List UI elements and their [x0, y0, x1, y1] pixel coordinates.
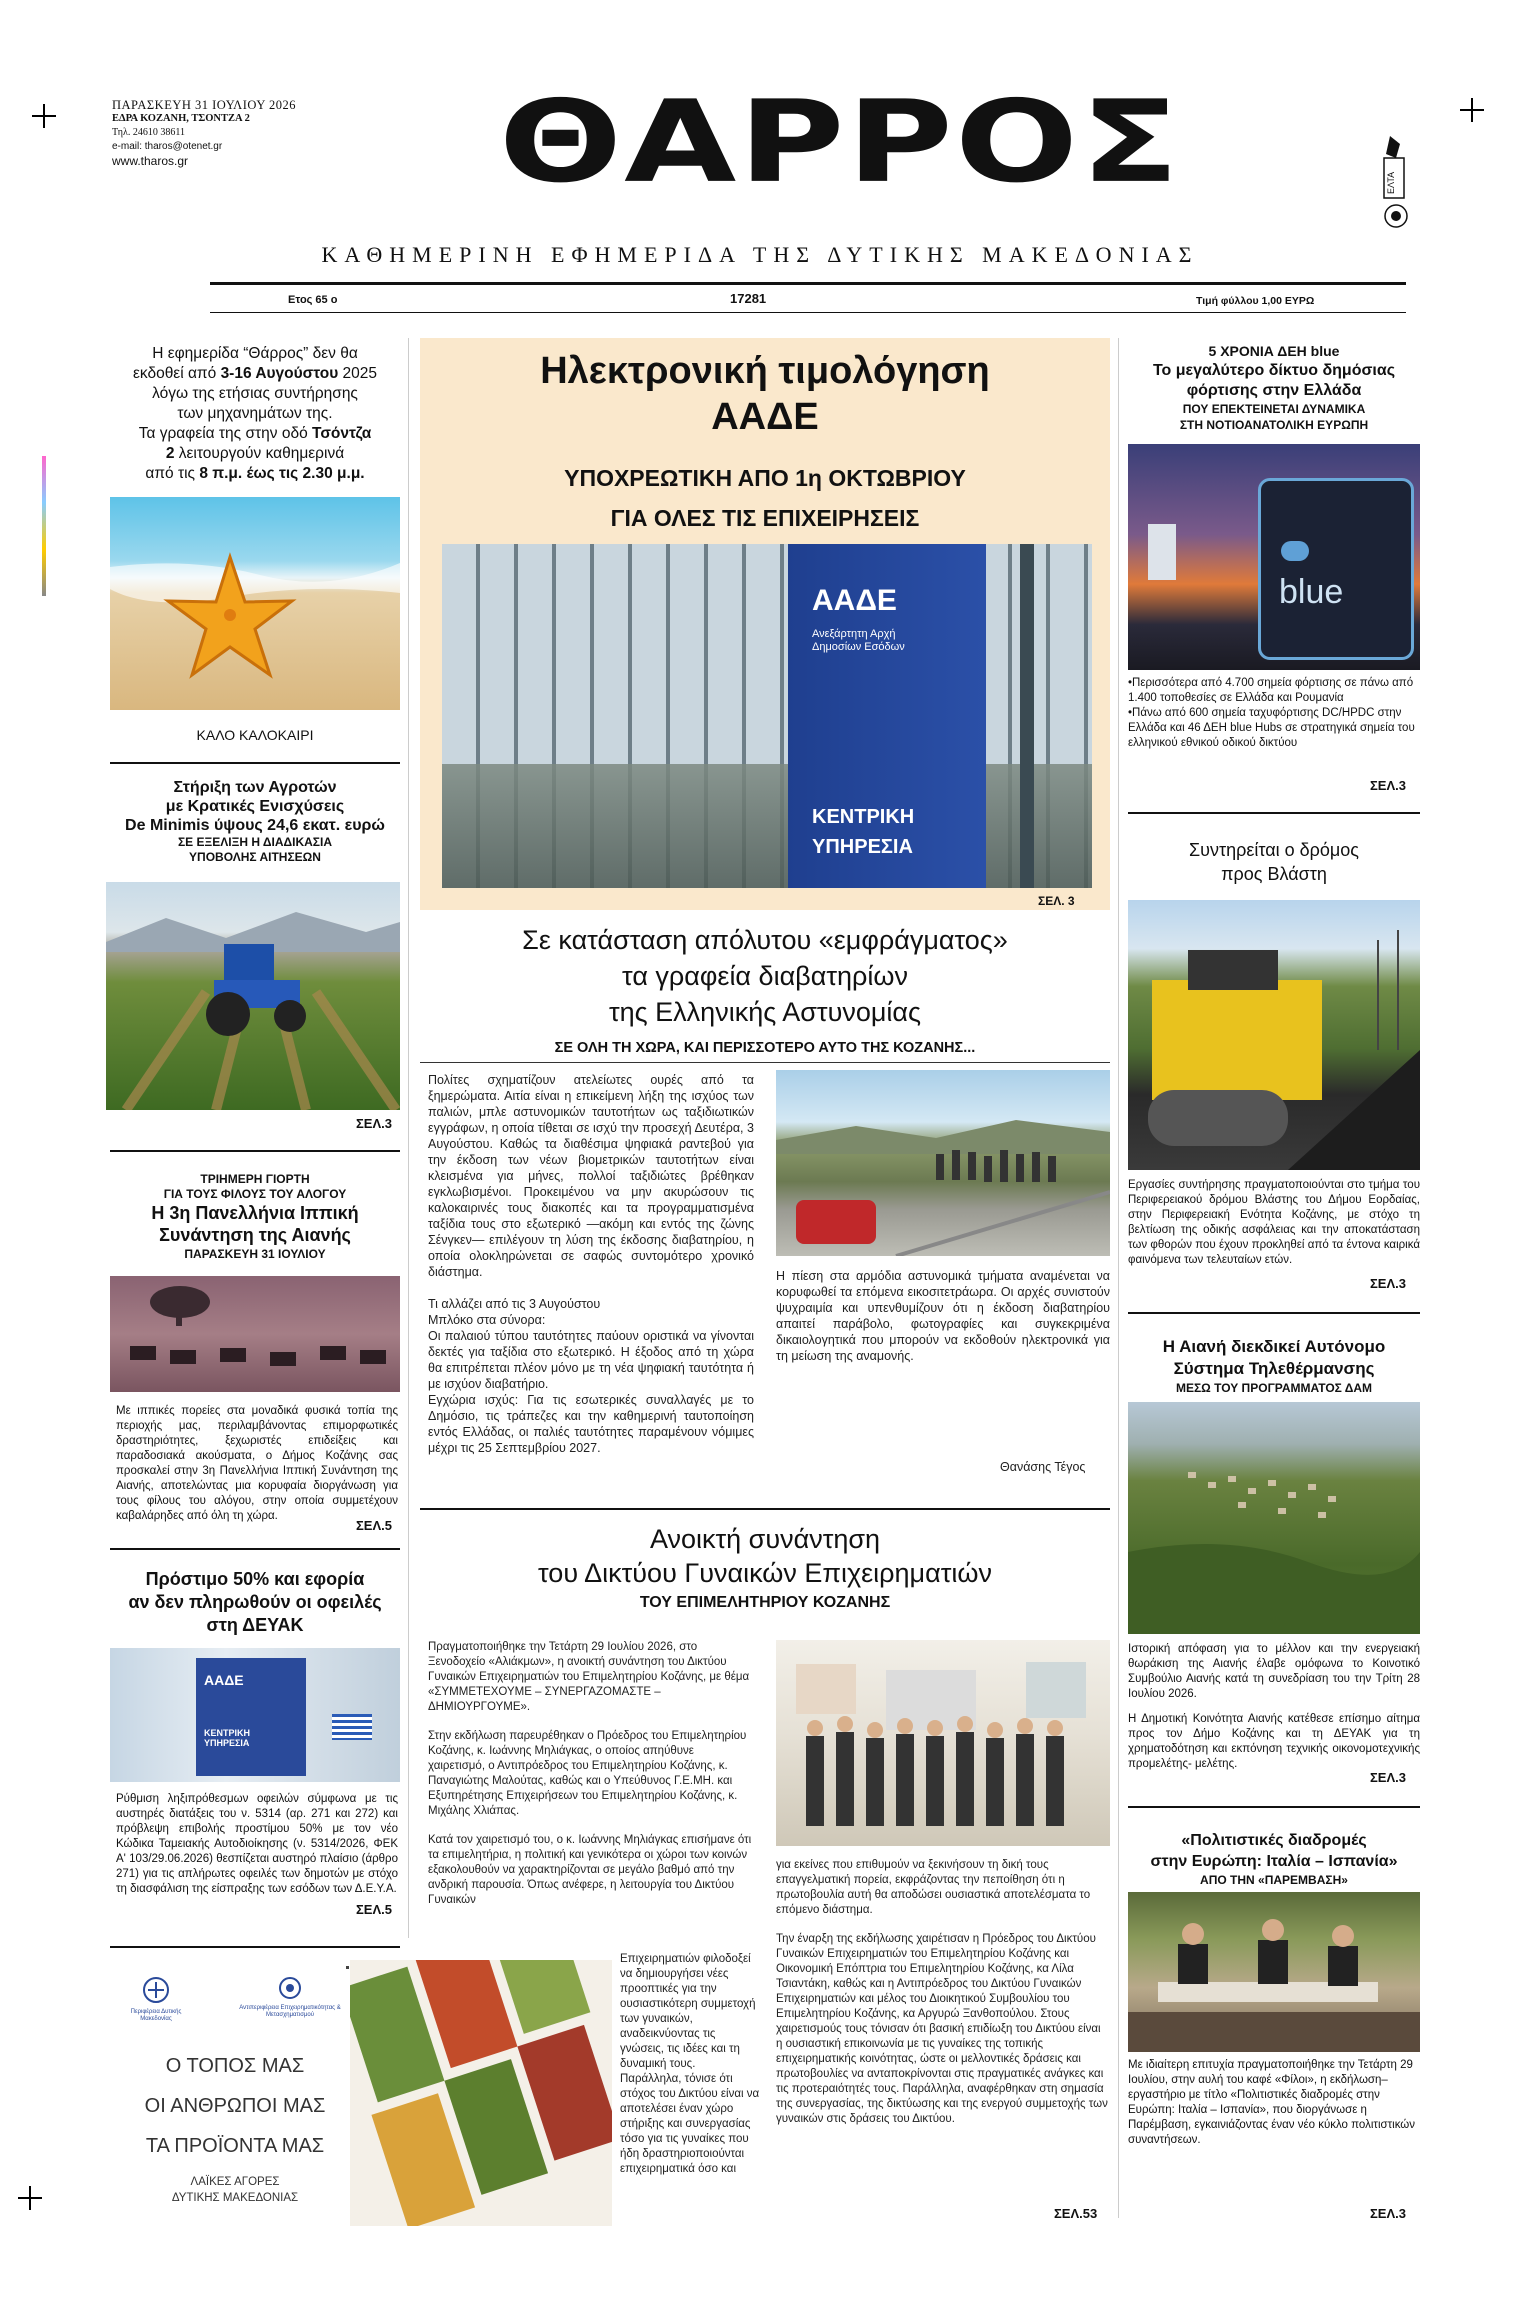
building-pillar — [1020, 544, 1034, 888]
column-divider — [408, 338, 409, 1938]
dei-headline — [1124, 342, 1424, 433]
notice-hours: 8 π.μ. έως τις 2.30 μ.μ. — [199, 465, 365, 482]
aiani-page-ref[interactable]: ΣΕΛ.3 — [1370, 1770, 1406, 1785]
women-title-line: Ανοικτή συνάντηση — [649, 1524, 881, 1554]
equestrian-page-ref[interactable]: ΣΕΛ.5 — [356, 1518, 392, 1533]
section-rule — [110, 762, 400, 764]
newspaper-title: ΘΑΡΡΟΣ — [498, 76, 1182, 209]
farmers-title-line: με Κρατικές Ενισχύσεις — [165, 798, 345, 815]
elta-label: ΕΛΤΑ — [1386, 171, 1396, 194]
aiani-paragraph: Ιστορική απόφαση για το μέλλον και την ενεργειακή θωράκιση της Αιανής έλαβε ομόφωνα το Κοινοτικό Συμβούλιο Αιανής κατά τη συνεδρίαση του την Τρίτη 28 Ιουλίου 2026. — [1128, 1643, 1420, 1700]
greek-flag — [332, 1714, 372, 1740]
road-body: Εργασίες συντήρησης πραγματοποιούνται στο τμήμα του Περιφερειακού δρόμου Βλάστης του Δήμου Εορδαίας, στην Περιφερειακή Ενότητα Κοζάνης, με στόχο τη βελτίωση της οδικής ασφάλειας και την αποκατάσταση των φθορών που έχουν προκληθεί από τα έντονα καιρικά φαινόμενα των τελευταίων ετών. — [1128, 1179, 1420, 1266]
masthead-rule — [210, 282, 1406, 285]
dei-bullets — [1128, 676, 1420, 751]
dei-bullet: •Πάνω από 600 σημεία ταχυφόρτισης DC/HPDC στην Ελλάδα και 46 ΔΕΗ blue Hubs σε στρατηγικά σημεία του ελληνικού εθνικού οδικού δικτύου — [1128, 707, 1415, 749]
ad-slogan — [110, 2046, 360, 2166]
road-title-line: προς Βλάστη — [1221, 864, 1327, 884]
women-meeting-photo — [776, 1640, 1110, 1846]
notice-line: Τα γραφεία της στην οδό — [138, 425, 312, 442]
ad-footer-line: ΛΑΪΚΕΣ ΑΓΟΡΕΣ — [190, 2176, 280, 2188]
road-works-photo — [1128, 900, 1420, 1170]
culture-title-line: «Πολιτιστικές διαδρομές — [1181, 1832, 1367, 1849]
tractor-photo — [106, 882, 400, 1110]
deputy-org-label: Αντιπεριφέρεια Επιχειρηματικότητας & Μετασχηματισμού — [239, 2005, 341, 2018]
notice-line: εκδοθεί από — [132, 365, 221, 382]
equestrian-title-line: Συνάντηση της Αιανής — [159, 1225, 351, 1245]
ad-slogan-line: ΟΙ ΑΝΘΡΩΠΟΙ ΜΑΣ — [144, 2095, 326, 2117]
lead-page-ref[interactable]: ΣΕΛ. 3 — [1038, 894, 1075, 908]
women-column-1-cont: Επιχειρηματιών φιλοδοξεί να δημιουργήσει νέες προοπτικές για την ουσιαστικότερη συμμετοχή των γυναικών, αναδεικνύοντας τις γνώσεις, τις ιδέες και τη δυναμική τους. Παράλληλα, τόνισε ότι στόχος του Δικτύου είναι να αποτελέσει έναν χώρο στήριξης και συνεργασίας τόσο για τις γυναίκες που ήδη δραστηριοποιούνται επιχειρηματικά όσο και — [620, 1953, 760, 2175]
office-phone: Τηλ. 24610 38611 — [112, 127, 185, 138]
aade-building-photo — [442, 544, 1092, 888]
deyak-title-line: στη ΔΕΥΑΚ — [206, 1615, 304, 1635]
crop-mark — [18, 2186, 42, 2210]
notice-line: των μηχανημάτων της. — [177, 405, 333, 422]
dei-page-ref[interactable]: ΣΕΛ.3 — [1370, 778, 1406, 793]
notice-line: από τις — [145, 465, 200, 482]
women-paragraph: Την έναρξη της εκδήλωσης χαιρέτισαν η Πρόεδρος του Δικτύου Γυναικών Επιχειρηματιών του Επιμελητηρίου Κοζάνης και Οικονομική Επόπτρια του Επιμελητηρίου Κοζάνης, κα Λίλα Τσιαντάκη, καθώς και η Αντιπρόεδρος του Δικτύου Γυναικών Επιχειρηματιών και μέλος του Διοικητικού Συμβουλίου του Επιμελητηρίου Κοζάνης, κα Αργυρώ Ξανθοπούλου. Στους χαιρετισμούς τους τόνισαν ότι βασική επιδίωξη του Δικτύου είναι η ουσιαστική επικοινωνία με τις γυναίκες της τοπικής επιχειρηματικής κοινότητας, ώστε οι μελλοντικές δράσεις και πρωτοβουλίες να ανταποκρίνονται στις πραγματικές ανάγκες και τις προτεραιότητές τους. Παράλληλα, αναφέρθηκαν στη σημασία της συνεργασίας, της δικτύωσης και της ενεργού συμμετοχής των γυναικών στις δράσεις του Δικτύου. — [776, 1933, 1108, 2125]
women-column-2 — [776, 1858, 1110, 2127]
notice-street: Τσόντζα — [312, 425, 372, 442]
summer-greeting: ΚΑΛΟ ΚΑΛΟΚΑΙΡΙ — [196, 727, 314, 743]
notice-number: 2 — [165, 445, 175, 462]
ad-slogan-line: Ο ΤΟΠΟΣ ΜΑΣ — [165, 2055, 305, 2077]
deputy-region-emblem — [230, 1976, 350, 2019]
passports-subheading: Μπλόκο στα σύνορα: — [428, 1313, 546, 1327]
farmers-page-ref[interactable]: ΣΕΛ.3 — [356, 1116, 392, 1131]
road-headline — [1124, 838, 1424, 886]
equestrian-headline — [110, 1172, 400, 1262]
passports-subheadline: ΣΕ ΟΛΗ ΤΗ ΧΩΡΑ, ΚΑΙ ΠΕΡΙΣΣΟΤΕΡΟ ΑΥΤΟ ΤΗΣ ΚΟΖΑΝΗΣ... — [554, 1040, 976, 1056]
culture-headline — [1124, 1830, 1424, 1888]
aade-sign-label: ΚΕΝΤΡΙΚΗ ΥΠΗΡΕΣΙΑ — [204, 1728, 251, 1748]
ad-footer — [110, 2174, 360, 2206]
lead-subtitle-line: ΓΙΑ ΟΛΕΣ ΤΙΣ ΕΠΙΧΕΙΡΗΣΕΙΣ — [610, 505, 920, 531]
women-paragraph: Κατά τον χαιρετισμό του, ο κ. Ιωάννης Μηλιάγκας επισήμανε ότι τα επιμελητήρια, η πολιτική και γενικότερα οι χώροι των κοινών εξακολουθούν να χαρακτηρίζονται σε μεγάλο βαθμό από την ανδρική παρουσία. Όπως ανέφερε, η λειτουργία του Δικτύου Γυναικών — [428, 1834, 752, 1906]
women-paragraph: για εκείνες που επιθυμούν να ξεκινήσουν τη δική τους επαγγελματική πορεία, εκφράζοντας την πεποίθηση ότι η πρωτοβουλία αυτή θα αποδώσει ουσιαστικά αποτελέσματα το επόμενο διάστημα. — [776, 1859, 1091, 1916]
dei-title-line: φόρτισης στην Ελλάδα — [1186, 382, 1362, 399]
passport-queue-photo — [776, 1070, 1110, 1256]
section-rule — [1128, 812, 1420, 814]
equestrian-kicker: ΤΡΙΗΜΕΡΗ ΓΙΟΡΤΗ — [200, 1172, 310, 1186]
passports-subheading: Τι αλλάζει από τις 3 Αυγούστου — [428, 1297, 601, 1311]
lead-subheadline — [420, 458, 1110, 538]
passports-paragraph: Πολίτες σχηματίζουν ατελείωτες ουρές από τα ξημερώματα. Αιτία είναι η επικείμενη λήξη της ισχύος των παλιών, μπλε αστυνομικών ταυτοτήτων ως ταξιδιωτικών εγγράφων, η οποία τίθεται σε ισχύ την προσεχή Δευτέρα, 3 Αυγούστου. Καθώς τα διαθέσιμα ψηφιακά ραντεβού για την έκδοση των νέων βιομετρικών ταυτοτήτων είναι κλεισμένα για μήνες, πολλοί ταξιδιώτες βρέθηκαν εγκλωβισμένοι. Προκειμένου να μην ακυρώσουν τις καλοκαιρινές τους διακοπές και τα προγραμματισμένα ταξίδια τους στο εξωτερικό —ακόμη και εντός της ζώνης Σένγκεν— επιλέγουν τη λύση της έκδοσης διαβατηρίου, η οποία ολοκληρώνεται σε σαφώς συντομότερο χρονικό διάστημα. — [428, 1073, 754, 1279]
passports-paragraph: Εγχώρια ισχύς: Για τις εσωτερικές συναλλαγές με το Δημόσιο, τις τράπεζες και την καθημερινή ταυτοποίηση εντός Ελλάδας, οι παλιές ταυτότητες παραμένουν νόμιμες μέχρι τις 25 Σεπτεμβρίου 2027. — [428, 1393, 754, 1455]
year-label: Ετος 65 ο — [288, 294, 338, 306]
issue-date: ΠΑΡΑΣΚΕΥΗ 31 ΙΟΥΛΙΟΥ 2026 — [112, 98, 297, 112]
notice-dates: 3-16 Αυγούστου — [220, 365, 339, 382]
deyak-headline — [110, 1568, 400, 1637]
culture-title-line: στην Ευρώπη: Ιταλία – Ισπανία» — [1150, 1853, 1398, 1870]
aade-sign-caption: Ανεξάρτητη Αρχή Δημοσίων Εσόδων — [812, 628, 905, 653]
ad-footer-line: ΔΥΤΙΚΗΣ ΜΑΚΕΔΟΝΙΑΣ — [171, 2192, 299, 2204]
lead-title-line: Ηλεκτρονική τιμολόγηση — [540, 350, 990, 392]
women-paragraph: Στην εκδήλωση παρευρέθηκαν ο Πρόεδρος του Επιμελητηρίου Κοζάνης, κ. Ιωάννης Μηλιάγκας, ο οποίος απηύθυνε χαιρετισμό, ο Αντιπρόεδρος του Επιμελητηρίου Κοζάνης, κ. Παναγιώτης Μαλούτας, καθώς και ο Υπεύθυνος Γ.Ε.ΜΗ. και Εξυπηρέτησης Επιχειρήσεων του Επιμελητηρίου Κοζάνης, κ. Μιχάλης Χλιάπας. — [428, 1730, 747, 1817]
road-page-ref[interactable]: ΣΕΛ.3 — [1370, 1276, 1406, 1291]
passports-title-line: Σε κατάσταση απόλυτου «εμφράγματος» — [522, 925, 1008, 955]
aiani-subtitle: ΜΕΣΩ ΤΟΥ ΠΡΟΓΡΑΜΜΑΤΟΣ ΔΑΜ — [1175, 1381, 1373, 1395]
dei-bullet: •Περισσότερα από 4.700 σημεία φόρτισης σε πάνω από 1.400 τοποθεσίες σε Ελλάδα και Ρουμανία — [1128, 677, 1414, 704]
notice-line: Η εφημερίδα “Θάρρος” δεν θα — [152, 345, 358, 362]
passports-title-line: της Ελληνικής Αστυνομίας — [608, 997, 922, 1027]
website-link[interactable]: www.tharos.gr — [112, 154, 189, 168]
equestrian-kicker: ΓΙΑ ΤΟΥΣ ΦΙΛΟΥΣ ΤΟΥ ΑΛΟΓΟΥ — [163, 1187, 347, 1201]
farmers-subtitle: ΥΠΟΒΟΛΗΣ ΑΙΤΗΣΕΩΝ — [189, 850, 321, 864]
lead-subtitle-line: ΥΠΟΧΡΕΩΤΙΚΗ ΑΠΟ 1η ΟΚΤΩΒΡΙΟΥ — [564, 465, 966, 491]
women-column-1 — [428, 1640, 754, 1908]
section-rule — [110, 1548, 400, 1550]
women-subheadline: ΤΟΥ ΕΠΙΜΕΛΗΤΗΡΙΟΥ ΚΟΖΑΝΗΣ — [639, 1594, 891, 1611]
passports-author: Θανάσης Τέγος — [1000, 1460, 1086, 1474]
masthead-info — [112, 98, 296, 168]
culture-page-ref[interactable]: ΣΕΛ.3 — [1370, 2206, 1406, 2221]
equestrian-title-line: Η 3η Πανελλήνια Ιππική — [151, 1203, 359, 1223]
charger-screen — [1258, 478, 1414, 660]
aade-sign-title: ΑΑΔΕ — [812, 584, 897, 617]
aade-sign-office — [812, 802, 914, 862]
aade-sign-office-line: ΥΠΗΡΕΣΙΑ — [812, 836, 913, 858]
lead-story-box — [420, 338, 1110, 910]
column-divider — [1118, 338, 1119, 2218]
aiani-title-line: Η Αιανή διεκδικεί Αυτόνομο — [1162, 1337, 1386, 1356]
equestrian-date: ΠΑΡΑΣΚΕΥΗ 31 ΙΟΥΛΙΟΥ — [184, 1247, 326, 1261]
produce-collage — [350, 1960, 612, 2226]
office-email: e-mail: tharos@otenet.gr — [112, 141, 223, 152]
section-rule — [1128, 1806, 1420, 1808]
section-rule — [1128, 1312, 1420, 1314]
equestrian-body: Με ιππικές πορείες στα μοναδικά φυσικά τοπία της περιοχής μας, περιλαμβάνοντας επιμορφωτικές δραστηριότητες, ξεχωριστές επιδείξεις και παραδοσιακά ακούσματα, ο Δήμος Κοζάνης σας προσκαλεί στην 3η Πανελλήνια Ιππική Συνάντηση της Αιανής, αποτελώντας μια κορυφαία διοργάνωση για τους φίλους του αλόγου, στην οποία συμμετέχουν καβαλάρηδες από όλη τη χώρα. — [116, 1405, 398, 1522]
region-emblem — [126, 1976, 186, 2023]
passports-headline — [420, 922, 1110, 1030]
deyak-body: Ρύθμιση ληξιπρόθεσμων οφειλών σύμφωνα με τις αυστηρές διατάξεις του ν. 5314 (αρ. 271 και 272) και πρόβλεψη επιβολής προστίμου 50% με τον νέο Κώδικα Ταμειακής Αυτοδιοίκησης (ν. 5314/2026, ΦΕΚ Α' 103/29.06.2026) θεσπίζεται αυστηρό πλαίσιο (άρθρο 271) για τις απλήρωτες οφειλές των δημοτών με στόχο τη διασφάλιση της είσπραξης των εσόδων των Δ.Ε.Υ.Α. — [116, 1793, 398, 1895]
issue-number: 17281 — [730, 291, 767, 306]
crop-mark — [1460, 98, 1484, 122]
dei-title-line: 5 ΧΡΟΝΙΑ ΔΕΗ blue — [1208, 343, 1340, 359]
headline-rule — [420, 1062, 1110, 1063]
starfish-photo — [110, 497, 400, 710]
aade-sign — [788, 544, 986, 888]
charger-brand: blue — [1279, 573, 1344, 611]
sign-post — [1148, 524, 1176, 580]
crop-mark — [32, 104, 56, 128]
office-address: ΕΔΡΑ ΚΟΖΑΝΗ, ΤΣΟΝΤΖΑ 2 — [112, 113, 250, 124]
culture-body: Με ιδιαίτερη επιτυχία πραγματοποιήθηκε την Τετάρτη 29 Ιουλίου, στην αυλή του καφέ «Φίλοι», η εκδήλωση–εργαστήριο με τίτλο «Πολιτιστικές διαδρομές στην Ευρώπη: Ιταλία – Ισπανία», που διοργάνωσε η Παρέμβαση, εγκαινιάζοντας έναν νέο κύκλο πολιτιστικών συναντήσεων. — [1128, 2059, 1416, 2146]
masthead-rule-thin — [210, 312, 1406, 313]
women-paragraph: Πραγματοποιήθηκε την Τετάρτη 29 Ιουλίου 2026, στο Ξενοδοχείο «Αλιάκμων», η ανοικτή συνάντηση του Δικτύου Γυναικών Επιχειρηματιών του Επιμελητηρίου Κοζάνης, με θέμα «ΣΥΜΜΕΤΕΧΟΥΜΕ – ΣΥΝΕΡΓΑΖΟΜΑΣΤΕ – ΔΗΜΙΟΥΡΓΟΥΜΕ». — [428, 1641, 750, 1713]
price-label: Τιμή φύλλου 1,00 ΕΥΡΩ — [1196, 295, 1315, 307]
newspaper-subtitle: ΚΑΘΗΜΕΡΙΝΗ ΕΦΗΜΕΡΙΔΑ ΤΗΣ ΔΥΤΙΚΗΣ ΜΑΚΕΔΟΝΙΑΣ — [321, 242, 1199, 267]
aiani-aerial-photo — [1128, 1402, 1420, 1634]
passports-title-line: τα γραφεία διαβατηρίων — [622, 961, 908, 991]
women-page-ref[interactable]: ΣΕΛ.53 — [1054, 2206, 1098, 2221]
women-headline — [420, 1522, 1110, 1590]
aade-sign-office-line: ΚΕΝΤΡΙΚΗ — [812, 806, 915, 828]
farmers-title-line: Στήριξη των Αγροτών — [173, 779, 337, 796]
notice-line: 2025 — [338, 365, 378, 382]
deyak-title-line: Πρόστιμο 50% και εφορία — [145, 1569, 365, 1589]
dei-subtitle: ΠΟΥ ΕΠΕΚΤΕΙΝΕΤΑΙ ΔΥΝΑΜΙΚΑ — [1182, 402, 1366, 416]
section-rule — [110, 1150, 400, 1152]
elta-logo — [1376, 130, 1416, 230]
notice-line: λόγω της ετήσιας συντήρησης — [152, 385, 358, 402]
lead-title-line: ΑΑΔΕ — [711, 396, 819, 438]
dei-subtitle: ΣΤΗ ΝΟΤΙΟΑΝΑΤΟΛΙΚΗ ΕΥΡΩΠΗ — [1179, 418, 1369, 432]
horses-photo — [110, 1276, 400, 1392]
trees-band — [442, 764, 1092, 888]
market-ad — [110, 1960, 610, 2226]
aade-small-photo — [110, 1648, 400, 1782]
aiani-body — [1128, 1642, 1420, 1772]
region-org-label: Περιφέρεια Δυτικής Μακεδονίας — [130, 2009, 182, 2022]
dei-title-line: Το μεγαλύτερο δίκτυο δημόσιας — [1152, 362, 1396, 379]
farmers-title-line: De Minimis ύψους 24,6 εκατ. ευρώ — [125, 817, 385, 834]
lead-headline — [420, 348, 1110, 440]
passports-column-2: Η πίεση στα αρμόδια αστυνομικά τμήματα αναμένεται να κορυφωθεί τα επόμενα εικοσιτετράωρα. Οι αρχές συνιστούν ψυχραιμία και υπενθυμίζουν ότι η έκδοση διαβατηρίου απαιτεί παράβολο, φωτογραφίες και συγκεκριμένα δικαιολογητικά που μπορούν να εκδοθούν ηλεκτρονικά για τη μείωση της αναμονής. — [776, 1269, 1110, 1363]
culture-subtitle: ΑΠΟ ΤΗΝ «ΠΑΡΕΜΒΑΣΗ» — [1200, 1873, 1348, 1887]
deyak-title-line: αν δεν πληρωθούν οι οφειλές — [128, 1592, 382, 1612]
aade-sign-label: ΑΑΔΕ — [204, 1672, 244, 1688]
aiani-title-line: Σύστημα Τηλεθέρμανσης — [1173, 1359, 1375, 1378]
section-rule — [110, 1946, 400, 1948]
brand-logo — [1281, 541, 1309, 561]
passports-paragraph: Οι παλαιού τύπου ταυτότητες παύουν οριστικά να γίνονται δεκτές για ταξίδια στο εξωτερικό. Η έξοδος από τη χώρα θα επιτρέπεται πλέον μόνο με τη νέα ψηφιακή ταυτότητα ή με ισχύον διαβατήριο. — [428, 1329, 754, 1391]
side-color-strip — [42, 456, 46, 596]
deyak-page-ref[interactable]: ΣΕΛ.5 — [356, 1902, 392, 1917]
farmers-subtitle: ΣΕ ΕΞΕΛΙΞΗ Η ΔΙΑΔΙΚΑΣΙΑ — [177, 835, 332, 849]
notice-line: λειτουργούν καθημερινά — [174, 445, 345, 462]
women-title-line: του Δικτύου Γυναικών Επιχειρηματιών — [538, 1558, 992, 1588]
aade-small-sign — [196, 1658, 306, 1776]
closure-notice — [110, 344, 400, 484]
passports-column-1 — [428, 1072, 754, 1456]
aiani-headline — [1124, 1336, 1424, 1396]
farmers-headline — [110, 778, 400, 865]
charging-station-photo — [1128, 444, 1420, 670]
section-rule — [420, 1508, 1110, 1510]
culture-event-photo — [1128, 1892, 1420, 2052]
aiani-paragraph: Η Δημοτική Κοινότητα Αιανής κατέθεσε επίσημο αίτημα προς τον Δήμο Κοζάνης και τη ΔΕΥΑΚ για τη χρηματοδότηση και εκπόνηση τεχνικής οικονομοτεχνικής προμελέτης- μελέτης. — [1128, 1713, 1420, 1770]
road-title-line: Συντηρείται ο δρόμος — [1189, 840, 1359, 860]
ad-slogan-line: ΤΑ ΠΡΟΪΟΝΤΑ ΜΑΣ — [145, 2135, 325, 2157]
